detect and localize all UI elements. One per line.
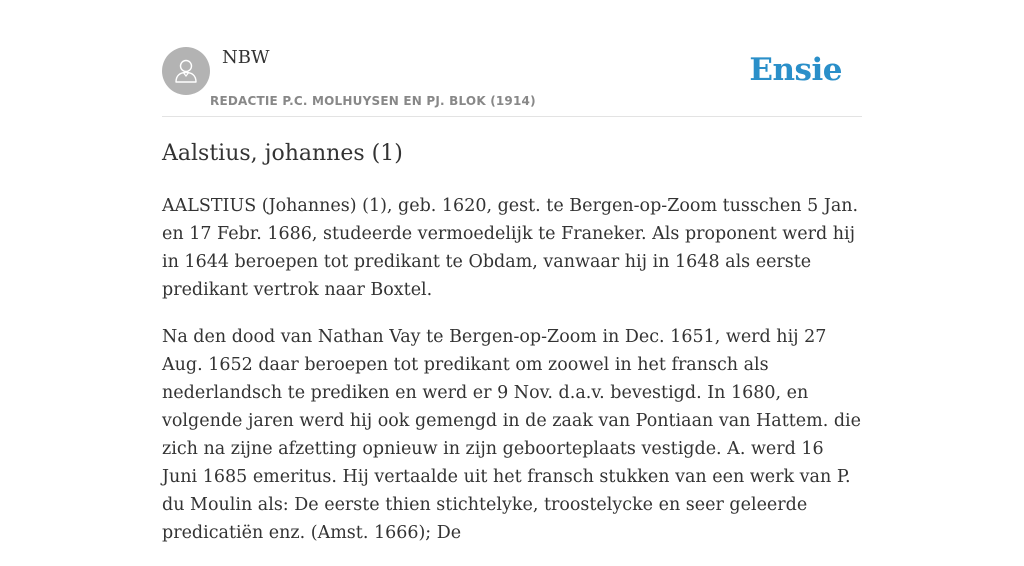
- article-header: [162, 46, 862, 117]
- article-body: [162, 192, 862, 566]
- source-subtitle: REDACTIE P.C. MOLHUYSEN EN PJ. BLOK (1914): [210, 94, 536, 108]
- source-name[interactable]: NBW: [222, 47, 270, 68]
- article-title: Aalstius, johannes (1): [162, 141, 403, 166]
- user-icon: [171, 56, 201, 86]
- avatar: [162, 47, 210, 95]
- brand-logo[interactable]: Ensie: [749, 52, 842, 88]
- article-paragraph: Na den dood van Nathan Vay te Bergen-op-Zoom in Dec. 1651, werd hij 27 Aug. 1652 daar beroepen tot predikant om zoowel in het fransch als nederlandsch te prediken en werd er 9 Nov. d.a.v. bevestigd. In 1680, en volgende jaren werd hij ook gemengd in de zaak van Pontiaan van Hattem. die zich na zijne afzetting opnieuw in zijn geboorteplaats vestigde. A. werd 16 Juni 1685 emeritus. Hij vertaalde uit het fransch stukken van een werk van P. du Moulin als: De eerste thien stichtelyke, troostelycke en seer geleerde predicatiën enz. (Amst. 1666); De: [162, 327, 862, 543]
- article-paragraph: AALSTIUS (Johannes) (1), geb. 1620, gest. te Bergen-op-Zoom tusschen 5 Jan. en 17 Febr. 1686, studeerde vermoedelijk te Franeker. Als proponent werd hij in 1644 beroepen tot predikant te Obdam, vanwaar hij in 1648 als eerste predikant vertrok naar Boxtel.: [162, 196, 859, 300]
